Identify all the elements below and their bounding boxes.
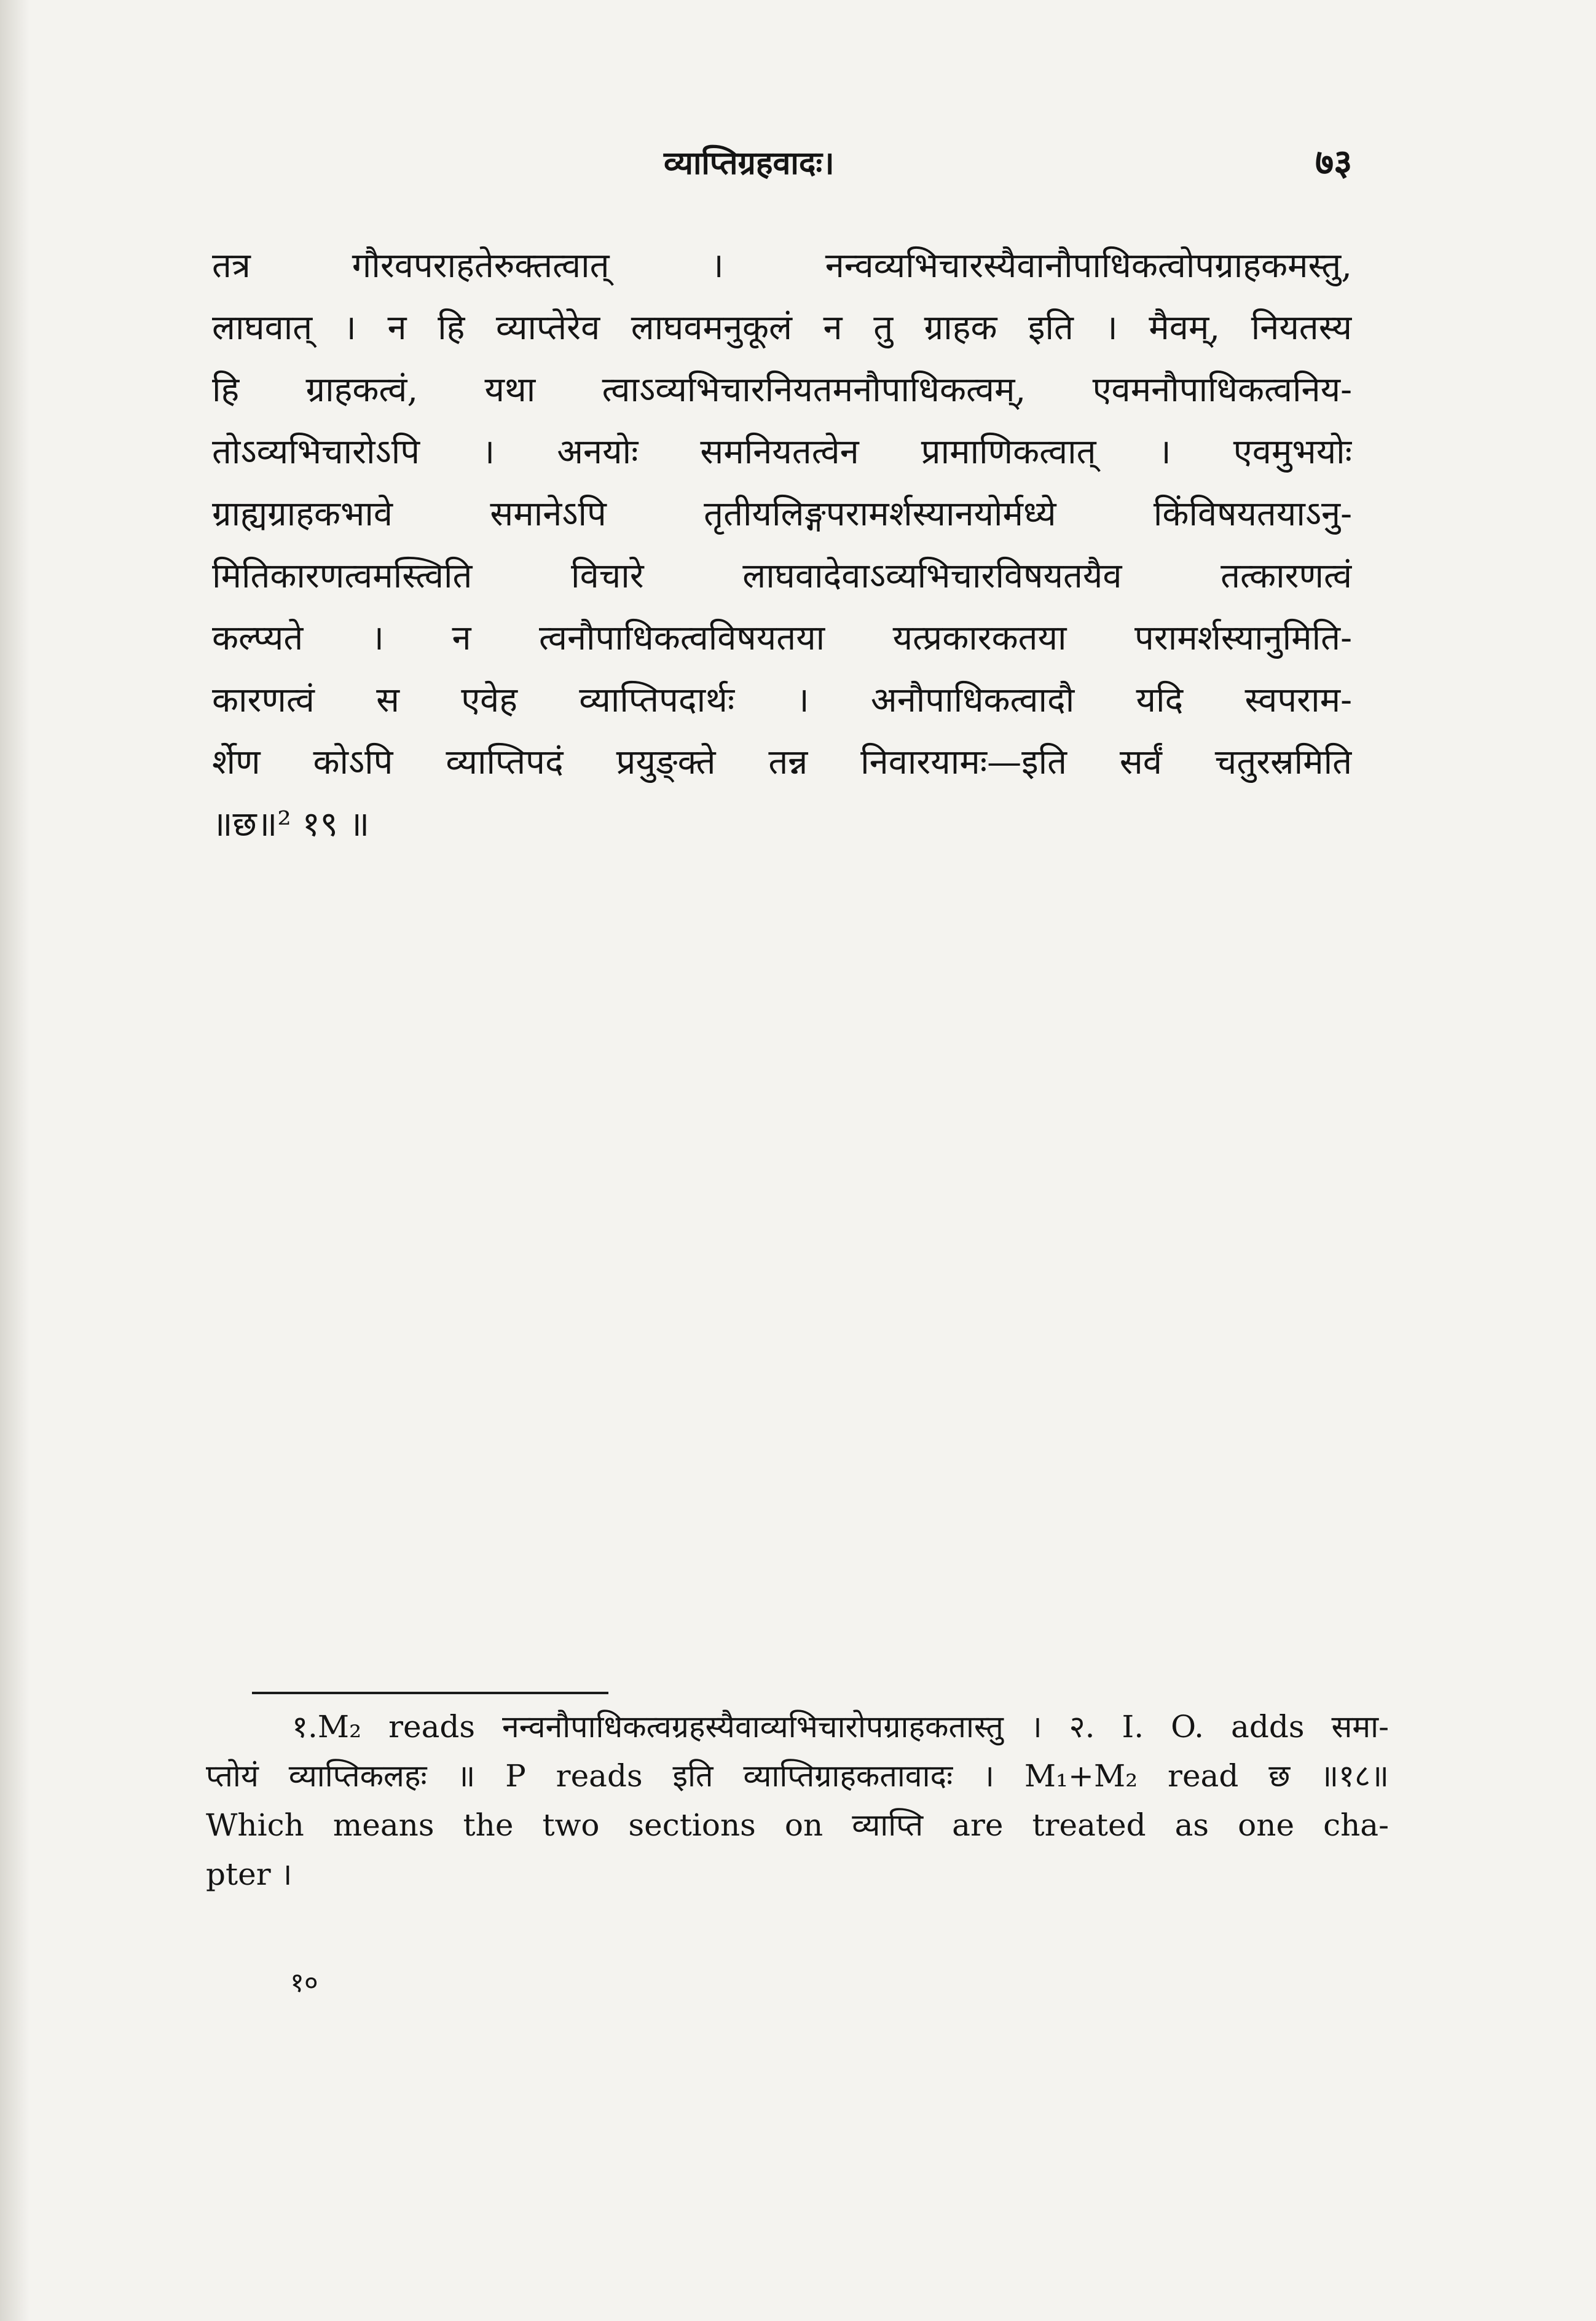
footnotes-block (206, 1702, 1389, 1899)
text-line: कारणत्वं स एवेह व्याप्तिपदार्थः । अनौपाधिकत्वादौ यदि स्वपराम- (212, 680, 1352, 720)
printer-signature-mark: १० (290, 1967, 318, 1998)
footnote-separator (252, 1692, 608, 1694)
footnote-line: Which means the two sections on व्याप्ति are treated as one cha- (206, 1807, 1389, 1843)
running-title: व्याप्तिग्रहवादः। (664, 144, 835, 182)
text-line: र्शेण कोऽपि व्याप्तिपदं प्रयुङ्क्ते तन्न निवारयामः—इति सर्वं चतुरस्रमिति (212, 742, 1352, 782)
text-line: ग्राह्यग्राहकभावे समानेऽपि तृतीयलिङ्गपरामर्शस्यानयोर्मध्ये किंविषयतयाऽनु- (212, 494, 1352, 534)
footnote-line: pter । (206, 1856, 293, 1892)
page-number: ७३ (1315, 141, 1353, 183)
section-end-line: ॥छ॥² १९ ॥ (212, 804, 370, 844)
text-line: हि ग्राहकत्वं, यथा त्वाऽव्यभिचारनियतमनौपाधिकत्वम्, एवमनौपाधिकत्वनिय- (212, 370, 1352, 410)
footnote-line: प्तोयं व्याप्तिकलहः ॥ P reads इति व्याप्तिग्राहकतावादः । M₁+M₂ read छ ॥१८॥ (206, 1758, 1389, 1794)
text-line: तत्र गौरवपराहतेरुक्तत्वात् । नन्वव्यभिचारस्यैवानौपाधिकत्वोपग्राहकमस्तु, (212, 246, 1352, 286)
footnote-line: १.M₂ reads नन्वनौपाधिकत्वग्रहस्यैवाव्यभिचारोपग्राहकतास्तु । २. I. O. adds समा- (292, 1709, 1389, 1745)
text-line: तोऽव्यभिचारोऽपि । अनयोः समनियतत्वेन प्रामाणिकत्वात् । एवमुभयोः (212, 432, 1352, 472)
text-line: मितिकारणत्वमस्त्विति विचारे लाघवादेवाऽव्यभिचारविषयतयैव तत्कारणत्वं (212, 556, 1352, 596)
text-line: लाघवात् । न हि व्याप्तेरेव लाघवमनुकूलं न तु ग्राहक इति । मैवम्, नियतस्य (212, 308, 1352, 348)
scan-edge-shadow (0, 0, 29, 2321)
main-text-block (212, 235, 1352, 855)
text-line: कल्प्यते । न त्वनौपाधिकत्वविषयतया यत्प्रकारकतया परामर्शस्यानुमिति- (212, 618, 1352, 658)
